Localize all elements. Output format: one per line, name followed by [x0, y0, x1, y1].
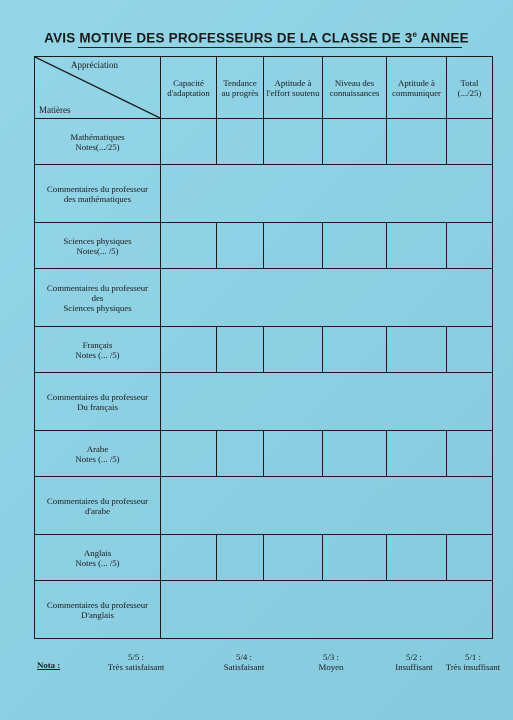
grade-cell[interactable] [264, 327, 323, 373]
comment-label-cell [35, 581, 161, 639]
nota-item [444, 652, 502, 672]
grade-cell[interactable] [161, 431, 217, 477]
nota-score: 5/4 : [236, 652, 252, 662]
nota-item [291, 652, 371, 672]
comment-label-cell [35, 477, 161, 535]
nota-score: 5/3 : [323, 652, 339, 662]
nota-label: Nota : [37, 660, 61, 670]
grade-cell[interactable] [447, 327, 493, 373]
grade-cell[interactable] [161, 327, 217, 373]
subject-label-cell [35, 431, 161, 477]
comment-label-cell [35, 165, 161, 223]
grade-row [35, 119, 493, 165]
comment-cell[interactable] [161, 269, 493, 327]
grade-cell[interactable] [161, 535, 217, 581]
label-line: des mathématiques [63, 193, 132, 204]
comment-cell[interactable] [161, 477, 493, 535]
subject-label-cell [35, 223, 161, 269]
subject-label-cell [35, 535, 161, 581]
nota-score: 5/1 : [465, 652, 481, 662]
nota-text: Satisfaisant [223, 662, 265, 672]
grade-cell[interactable] [447, 119, 493, 165]
label-line: Français [82, 339, 113, 350]
label-line: Commentaires du professeur [46, 495, 149, 506]
label-line: d'arabe [84, 505, 111, 516]
label-line: Notes (... /5) [75, 349, 120, 360]
grade-cell[interactable] [161, 119, 217, 165]
grade-cell[interactable] [387, 327, 447, 373]
label-line: Mathématiques [70, 131, 125, 142]
grade-cell[interactable] [217, 119, 264, 165]
comment-label-cell [35, 269, 161, 327]
grade-cell[interactable] [447, 223, 493, 269]
label-line: Commentaires du professeur [46, 282, 149, 293]
evaluation-table [34, 56, 493, 639]
nota-item [374, 652, 454, 672]
criterion-header: Tendance au progrès [217, 57, 264, 119]
header-corner-cell [35, 57, 161, 119]
nota-score: 5/2 : [406, 652, 422, 662]
grade-cell[interactable] [323, 535, 387, 581]
grade-cell[interactable] [323, 223, 387, 269]
appreciation-label: Appréciation [71, 60, 118, 70]
label-line: Arabe [86, 443, 109, 454]
label-line: Sciences physiques [63, 235, 132, 246]
page-title: AVIS MOTIVE DES PROFESSEURS DE LA CLASSE DE 3e ANNEE [44, 30, 469, 46]
grade-cell[interactable] [161, 223, 217, 269]
comment-row [35, 165, 493, 223]
label-line: des [91, 292, 104, 303]
grade-cell[interactable] [323, 327, 387, 373]
label-line: Notes (... /5) [75, 453, 120, 464]
grade-cell[interactable] [264, 535, 323, 581]
nota-text: Insuffisant [395, 662, 433, 672]
grade-cell[interactable] [447, 535, 493, 581]
header-row [35, 57, 493, 119]
nota-item [96, 652, 176, 672]
grade-cell[interactable] [447, 431, 493, 477]
subject-label-cell [35, 119, 161, 165]
comment-cell[interactable] [161, 581, 493, 639]
criterion-header: Total (.../25) [447, 57, 493, 119]
comment-row [35, 373, 493, 431]
criterion-header: Capacité d'adaptation [161, 57, 217, 119]
grade-cell[interactable] [387, 431, 447, 477]
label-line: Du français [77, 401, 118, 412]
criterion-header: Aptitude à communiquer [387, 57, 447, 119]
label-line: Notes(.../25) [75, 141, 120, 152]
matieres-label: Matières [39, 105, 71, 115]
grade-cell[interactable] [264, 431, 323, 477]
nota-text: Moyen [318, 662, 344, 672]
grade-cell[interactable] [264, 223, 323, 269]
grade-cell[interactable] [217, 223, 264, 269]
grade-cell[interactable] [387, 119, 447, 165]
title-underline [78, 47, 462, 48]
grade-cell[interactable] [387, 223, 447, 269]
grade-cell[interactable] [217, 327, 264, 373]
nota-text: Très insuffisant [445, 662, 501, 672]
grade-cell[interactable] [217, 431, 264, 477]
nota-item [204, 652, 284, 672]
comment-label-cell [35, 373, 161, 431]
grade-cell[interactable] [264, 119, 323, 165]
nota-text: Très satisfaisant [107, 662, 165, 672]
label-line: Commentaires du professeur [46, 391, 149, 402]
grade-row [35, 431, 493, 477]
label-line: Commentaires du professeur [46, 599, 149, 610]
comment-cell[interactable] [161, 373, 493, 431]
label-line: Notes(... /5) [76, 245, 119, 256]
grade-row [35, 327, 493, 373]
grade-row [35, 223, 493, 269]
comment-cell[interactable] [161, 165, 493, 223]
grade-cell[interactable] [387, 535, 447, 581]
nota-legend [34, 652, 504, 712]
criterion-header: Aptitude à l'effort soutenu [264, 57, 323, 119]
comment-row [35, 477, 493, 535]
comment-row [35, 581, 493, 639]
grade-cell[interactable] [323, 119, 387, 165]
grade-row [35, 535, 493, 581]
label-line: Commentaires du professeur [46, 183, 149, 194]
label-line: Anglais [83, 547, 112, 558]
nota-score: 5/5 : [128, 652, 144, 662]
label-line: Notes (... /5) [75, 557, 120, 568]
label-line: D'anglais [81, 609, 114, 620]
grade-cell[interactable] [323, 431, 387, 477]
comment-row [35, 269, 493, 327]
label-line: Sciences physiques [63, 302, 132, 313]
criterion-header: Niveau des connaissances [323, 57, 387, 119]
subject-label-cell [35, 327, 161, 373]
grade-cell[interactable] [217, 535, 264, 581]
